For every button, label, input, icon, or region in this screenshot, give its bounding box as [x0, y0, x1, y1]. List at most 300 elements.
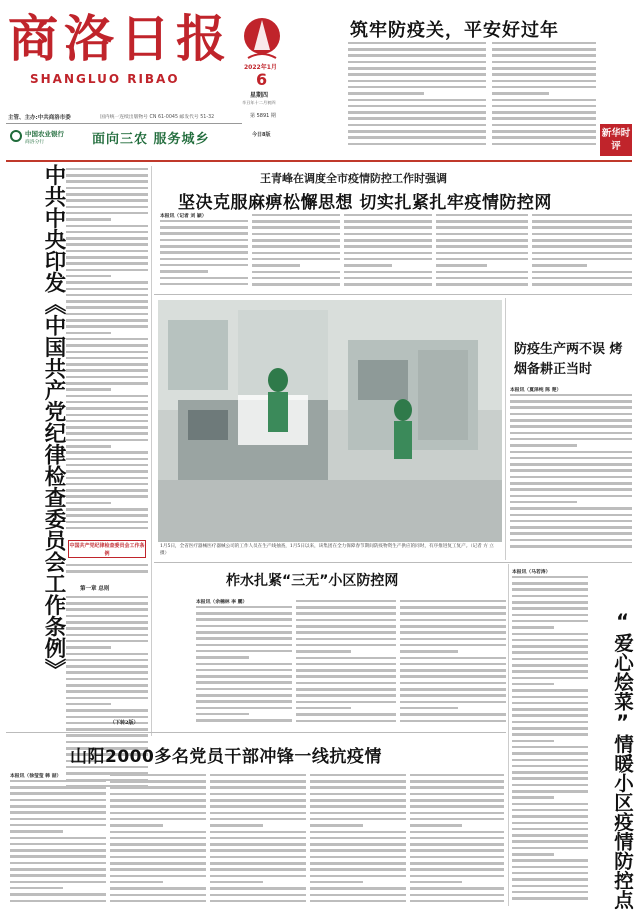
text-line — [510, 514, 632, 517]
text-line — [512, 790, 588, 793]
text-line — [344, 233, 432, 236]
text-line — [512, 840, 588, 843]
bottom-story-body-5 — [410, 772, 504, 908]
text-line — [512, 740, 554, 743]
text-line — [10, 824, 106, 827]
top-story-body-2 — [492, 40, 596, 152]
text-line — [252, 277, 340, 280]
text-line — [410, 780, 504, 783]
text-line — [410, 831, 504, 834]
text-line — [66, 351, 148, 354]
text-line — [512, 670, 588, 673]
text-line — [10, 799, 106, 802]
text-line — [400, 701, 506, 704]
text-line — [510, 457, 632, 460]
text-line — [196, 663, 292, 666]
text-line — [110, 824, 163, 827]
text-line — [410, 894, 504, 897]
text-line — [66, 653, 148, 656]
text-line — [510, 451, 632, 454]
text-line — [532, 245, 632, 248]
text-line — [196, 700, 292, 703]
text-line — [10, 830, 63, 833]
newspaper-emblem-icon — [240, 10, 284, 70]
text-line — [10, 900, 106, 903]
text-line — [10, 837, 106, 840]
text-line — [400, 631, 506, 634]
left-column-headline: 中共中央印发《中国共产党纪律检查委员会工作条例》 — [41, 164, 66, 680]
text-line — [66, 250, 148, 253]
text-line — [510, 545, 632, 548]
text-line — [410, 875, 504, 878]
text-line — [66, 338, 148, 341]
text-line — [196, 656, 249, 659]
text-line — [110, 843, 206, 846]
bottom-story-body-3 — [210, 772, 306, 908]
text-line — [210, 824, 263, 827]
text-line — [66, 716, 148, 719]
text-line — [196, 631, 292, 634]
lead-story-body-3 — [344, 212, 432, 290]
text-line — [410, 793, 504, 796]
text-line — [296, 619, 396, 622]
text-line — [110, 786, 206, 789]
text-line — [66, 514, 148, 517]
text-line — [492, 42, 596, 45]
text-line — [66, 521, 148, 524]
text-line — [10, 811, 106, 814]
text-line — [110, 799, 206, 802]
top-story-body-1 — [348, 40, 486, 152]
text-line — [510, 482, 632, 485]
text-line — [10, 855, 106, 858]
text-line — [160, 264, 248, 267]
text-line — [410, 824, 462, 827]
text-line — [210, 799, 306, 802]
text-line — [532, 226, 632, 229]
text-line — [160, 226, 248, 229]
text-line — [532, 283, 632, 286]
mid-story-headline: 柞水扎紧“三无”小区防控网 — [226, 573, 399, 589]
text-line — [512, 853, 554, 856]
text-line — [310, 793, 406, 796]
text-line — [510, 419, 632, 422]
text-line — [296, 644, 396, 647]
text-line — [492, 48, 596, 51]
text-line — [210, 849, 306, 852]
text-line — [210, 881, 263, 884]
text-line — [532, 264, 587, 267]
text-line — [66, 332, 111, 335]
text-line — [512, 645, 588, 648]
text-line — [296, 612, 396, 615]
text-line — [66, 313, 148, 316]
text-line — [210, 843, 306, 846]
text-line — [66, 508, 148, 511]
lead-story-bottom-rule — [154, 294, 632, 295]
text-line — [210, 868, 306, 871]
text-line — [510, 495, 632, 498]
text-line — [10, 874, 106, 877]
text-line — [296, 707, 351, 710]
text-line — [196, 637, 292, 640]
left-column-subhead-box — [68, 540, 146, 558]
text-line — [296, 625, 396, 628]
text-line — [66, 615, 148, 618]
mid-story-body-1 — [196, 604, 292, 728]
text-line — [400, 600, 506, 603]
right-story-headline: “爱心烩菜”情暖小区疫情防控点 — [611, 610, 634, 910]
text-line — [510, 444, 577, 447]
text-line — [512, 639, 588, 642]
text-line — [66, 269, 148, 272]
text-line — [110, 849, 206, 852]
lead-story-byline: 本报讯（记者 刘 颖） — [160, 213, 207, 219]
text-line — [210, 793, 306, 796]
text-line — [410, 843, 504, 846]
top-story — [290, 0, 638, 158]
text-line — [110, 862, 206, 865]
text-line — [512, 828, 588, 831]
text-line — [66, 671, 148, 674]
left-column — [0, 164, 150, 734]
text-line — [310, 862, 406, 865]
text-line — [196, 688, 292, 691]
text-line — [252, 271, 340, 274]
photo-caption: 1月5日，全省医疗器械医疗器械公司的工作人员在生产线抽查，1月5日以来，该集团在全力保障春节期间防疫物资生产供应的同时，有序推进复工复产。（记者 方 立 摄） — [160, 544, 494, 556]
text-line — [66, 363, 148, 366]
text-line — [492, 73, 596, 76]
text-line — [210, 780, 306, 783]
text-line — [66, 288, 148, 291]
text-line — [512, 784, 588, 787]
text-line — [512, 607, 588, 610]
text-line — [66, 369, 148, 372]
mid-story-body-2 — [296, 598, 396, 728]
text-line — [310, 799, 406, 802]
text-line — [348, 61, 486, 64]
edition-count: 今日8版 — [252, 132, 271, 138]
text-line — [400, 713, 506, 716]
text-line — [512, 626, 554, 629]
text-line — [66, 596, 148, 599]
text-line — [510, 438, 632, 441]
text-line — [510, 432, 632, 435]
text-line — [512, 834, 588, 837]
text-line — [66, 376, 148, 379]
text-line — [210, 805, 306, 808]
text-line — [510, 501, 577, 504]
bottom-story-byline: 本报讯（徐莹莹 韩 喆） — [10, 773, 62, 779]
text-line — [66, 237, 148, 240]
text-line — [400, 650, 458, 653]
left-column-continued: （下转2版） — [110, 720, 139, 726]
text-line — [400, 619, 506, 622]
text-line — [348, 92, 424, 95]
text-line — [310, 868, 406, 871]
text-line — [196, 625, 292, 628]
text-line — [310, 881, 363, 884]
text-line — [160, 232, 248, 235]
text-line — [66, 212, 148, 215]
text-line — [10, 849, 106, 852]
text-line — [110, 881, 163, 884]
side-story-body — [510, 392, 632, 552]
text-line — [160, 239, 248, 242]
side-story-headline: 防疫生产两不误 烤烟备耕正当时 — [514, 342, 623, 377]
text-line — [66, 634, 148, 637]
bottom-story-body-4 — [310, 772, 406, 908]
text-line — [512, 752, 588, 755]
issue-number: 第 5891 期 — [250, 113, 276, 119]
text-line — [66, 564, 148, 567]
masthead-logo-text: 商洛日报 — [8, 10, 232, 68]
text-line — [512, 677, 588, 680]
text-line — [436, 258, 528, 261]
text-line — [512, 651, 588, 654]
text-line — [66, 225, 148, 228]
text-line — [66, 445, 111, 448]
text-line — [436, 271, 528, 274]
text-line — [210, 856, 306, 859]
text-line — [492, 92, 549, 95]
lead-story-headline: 坚决克服麻痹松懈思想 切实扎紧扎牢疫情防控网 — [178, 193, 552, 213]
text-line — [66, 401, 148, 404]
text-line — [66, 489, 148, 492]
text-line — [310, 875, 406, 878]
text-line — [66, 414, 148, 417]
text-line — [410, 812, 504, 815]
text-line — [512, 658, 588, 661]
text-line — [310, 900, 406, 903]
text-line — [348, 73, 486, 76]
text-line — [512, 746, 588, 749]
text-line — [210, 774, 306, 777]
text-line — [512, 771, 588, 774]
masthead-sponsor: 主管、主办:中共商洛市委 — [8, 115, 71, 121]
text-line — [196, 669, 292, 672]
text-line — [492, 136, 596, 139]
text-line — [348, 136, 486, 139]
text-line — [66, 451, 148, 454]
text-line — [66, 602, 148, 605]
text-line — [66, 659, 148, 662]
text-line — [110, 774, 206, 777]
text-line — [512, 721, 588, 724]
text-line — [66, 174, 148, 177]
text-line — [492, 143, 596, 146]
text-line — [492, 99, 596, 102]
text-line — [196, 606, 292, 609]
text-line — [512, 765, 588, 768]
mid-right-divider — [508, 564, 509, 906]
text-line — [66, 458, 148, 461]
text-line — [66, 357, 148, 360]
top-story-headline: 筑牢防疫关，平安好过年 — [350, 20, 559, 41]
text-line — [532, 252, 632, 255]
text-line — [400, 625, 506, 628]
text-line — [492, 67, 596, 70]
mid-story-byline: 本报讯（余楠林 李 鹏） — [196, 599, 248, 605]
text-line — [512, 822, 588, 825]
text-line — [512, 576, 588, 579]
text-line — [66, 697, 148, 700]
text-line — [344, 271, 432, 274]
text-line — [400, 682, 506, 685]
text-line — [66, 678, 148, 681]
text-line — [66, 570, 148, 573]
text-line — [66, 193, 148, 196]
text-line — [512, 733, 588, 736]
lead-story-body-1 — [160, 218, 248, 290]
text-line — [10, 868, 106, 871]
text-line — [252, 226, 340, 229]
text-line — [210, 900, 306, 903]
text-line — [410, 881, 462, 884]
text-line — [344, 264, 392, 267]
text-line — [310, 887, 406, 890]
text-line — [296, 682, 396, 685]
text-line — [310, 805, 406, 808]
text-line — [160, 220, 248, 223]
text-line — [492, 86, 596, 89]
text-line — [400, 657, 506, 660]
text-line — [66, 325, 148, 328]
text-line — [512, 633, 588, 636]
text-line — [436, 220, 528, 223]
text-line — [10, 805, 106, 808]
right-story-body — [512, 574, 588, 904]
text-line — [66, 262, 148, 265]
text-line — [532, 239, 632, 242]
issue-lunar: 辛丑年十二月初四 — [242, 100, 276, 105]
text-line — [110, 856, 206, 859]
text-line — [348, 80, 486, 83]
text-line — [10, 881, 106, 884]
text-line — [310, 812, 406, 815]
text-line — [296, 720, 396, 723]
text-line — [410, 774, 504, 777]
text-line — [532, 233, 632, 236]
left-column-subhead: 中国共产党纪律检查委员会工作条例 — [69, 543, 145, 557]
text-line — [436, 264, 487, 267]
text-line — [196, 713, 249, 716]
text-line — [310, 780, 406, 783]
bottom-section-rule — [6, 732, 506, 733]
text-line — [210, 875, 306, 878]
text-line — [310, 786, 406, 789]
text-line — [252, 245, 340, 248]
text-line — [512, 614, 588, 617]
text-line — [160, 258, 248, 261]
text-line — [512, 809, 588, 812]
text-line — [10, 893, 106, 896]
text-line — [310, 831, 406, 834]
text-line — [252, 258, 340, 261]
text-line — [510, 476, 632, 479]
masthead-divider — [6, 123, 242, 124]
text-line — [512, 702, 588, 705]
text-line — [66, 646, 111, 649]
text-line — [512, 582, 588, 585]
text-line — [10, 862, 106, 865]
text-line — [512, 847, 588, 850]
text-line — [66, 180, 148, 183]
text-line — [10, 786, 106, 789]
text-line — [512, 595, 588, 598]
text-line — [400, 644, 506, 647]
text-line — [110, 837, 206, 840]
text-line — [10, 843, 106, 846]
text-line — [10, 887, 63, 890]
lead-story-kicker: 王青峰在调度全市疫情防控工作时强调 — [260, 172, 447, 185]
text-line — [110, 868, 206, 871]
text-line — [10, 780, 106, 783]
text-line — [532, 271, 632, 274]
bottom-story-body-2 — [110, 772, 206, 908]
text-line — [532, 277, 632, 280]
text-line — [344, 239, 432, 242]
text-line — [512, 859, 588, 862]
masthead-pinyin: SHANGLUO RIBAO — [30, 72, 180, 86]
text-line — [400, 675, 506, 678]
issue-day: 6 — [256, 70, 268, 89]
text-line — [348, 86, 486, 89]
bank-name: 中国农业银行 — [25, 130, 64, 138]
text-line — [348, 42, 486, 45]
text-line — [66, 432, 148, 435]
text-line — [66, 168, 148, 171]
left-column-chapter: 第一章 总则 — [80, 586, 110, 592]
lead-story-body-4 — [436, 212, 528, 290]
text-line — [400, 707, 458, 710]
text-line — [344, 283, 432, 286]
left-column-divider — [151, 166, 152, 736]
text-line — [492, 124, 596, 127]
text-line — [310, 894, 406, 897]
text-line — [344, 252, 432, 255]
text-line — [210, 887, 306, 890]
text-line — [512, 683, 554, 686]
text-line — [66, 218, 111, 221]
text-line — [512, 777, 588, 780]
text-line — [512, 872, 588, 875]
text-line — [348, 99, 486, 102]
header-red-rule — [6, 160, 632, 162]
text-line — [66, 684, 148, 687]
text-line — [196, 618, 292, 621]
text-line — [160, 270, 208, 273]
text-line — [66, 527, 148, 530]
text-line — [66, 477, 148, 480]
text-line — [348, 117, 486, 120]
text-line — [344, 214, 432, 217]
text-line — [512, 796, 554, 799]
text-line — [400, 720, 506, 723]
text-line — [66, 502, 111, 505]
text-line — [66, 690, 148, 693]
text-line — [196, 707, 292, 710]
text-line — [296, 694, 396, 697]
text-line — [110, 812, 206, 815]
text-line — [410, 799, 504, 802]
text-line — [436, 239, 528, 242]
text-line — [348, 111, 486, 114]
text-line — [512, 588, 588, 591]
text-line — [510, 539, 632, 542]
bottom-story-body-1 — [10, 778, 106, 908]
text-line — [410, 900, 504, 903]
